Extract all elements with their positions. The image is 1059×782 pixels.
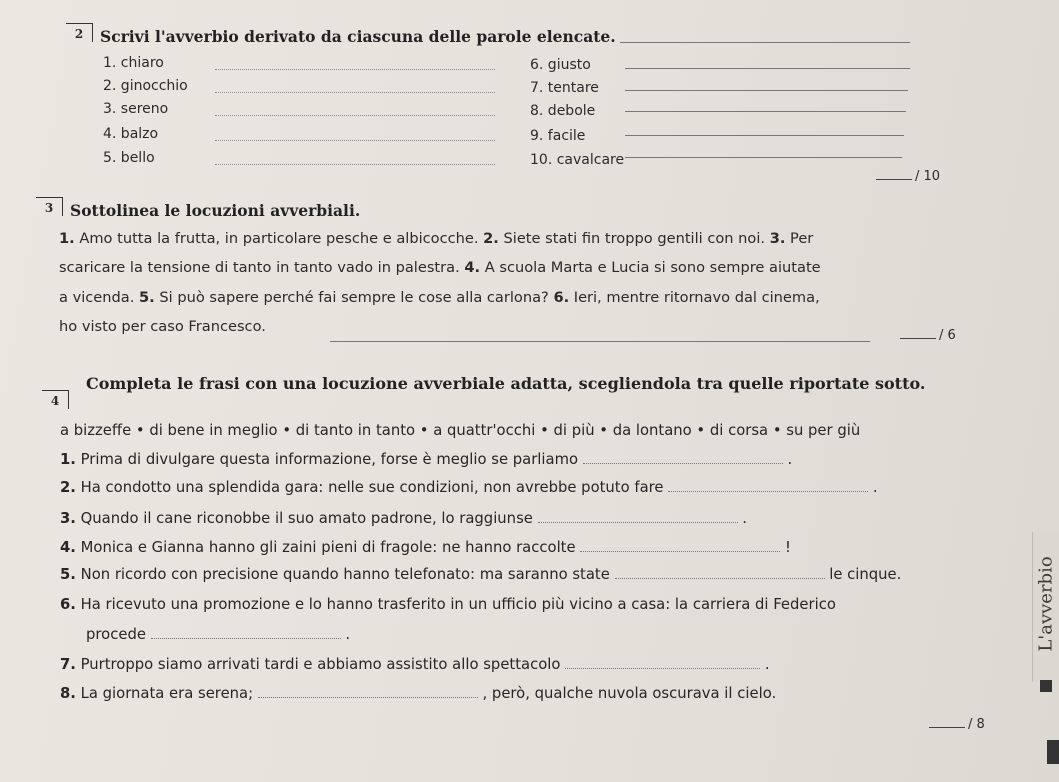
answer-blank[interactable] (583, 453, 783, 464)
side-tab-label: L'avverbio (1035, 556, 1057, 652)
sentence-number: 3. (769, 230, 786, 247)
sentence-number: 3. (60, 510, 76, 527)
sentence-text: Monica e Gianna hanno gli zaini pieni di fragole: ne hanno raccolte (75, 539, 581, 556)
word-item: 6. giusto (530, 57, 591, 73)
sentence-text: procede (86, 626, 151, 643)
sentence-number: 2. (60, 479, 76, 496)
header-rule (620, 42, 910, 43)
sentence-number: 5. (139, 289, 155, 306)
exercise-3-score (900, 328, 956, 343)
word-item: 7. tentare (530, 80, 599, 96)
exercise-4-score (929, 717, 985, 732)
sentence-text: . (868, 479, 878, 496)
score-blank[interactable] (900, 338, 936, 339)
sentence-number: 6. (60, 596, 76, 613)
sentence-text: Amo tutta la frutta, in particolare pesche e albicocche. (74, 230, 484, 247)
exercise-sentence (86, 626, 350, 643)
sentence-text: scaricare la tensione di tanto in tanto vado in palestra. (59, 259, 465, 276)
answer-blank[interactable] (538, 512, 738, 523)
sentence-text: , però, qualche nuvola oscurava il cielo. (477, 685, 777, 702)
word-item: 2. ginocchio (103, 78, 188, 94)
paragraph-line (59, 230, 813, 247)
answer-blank[interactable] (151, 628, 341, 639)
word-item: 1. chiaro (103, 55, 164, 71)
sentence-text: Non ricordo con precisione quando hanno telefonato: ma saranno state (75, 566, 615, 583)
answer-line[interactable] (625, 90, 908, 91)
exercise-sentence (60, 479, 878, 496)
exercise-4-number: 4 (42, 390, 69, 409)
word-item: 3. sereno (103, 101, 169, 117)
sentence-number: 2. (483, 230, 499, 247)
sentence-text: . (782, 451, 793, 468)
answer-line[interactable] (625, 68, 910, 69)
answer-line[interactable] (215, 164, 495, 165)
edge-mark (1047, 740, 1059, 764)
word-item: 5. bello (103, 150, 155, 166)
sentence-text: a vicenda. (59, 289, 140, 306)
exercise-sentence (60, 685, 776, 702)
exercise-2-score (876, 169, 940, 184)
score-blank[interactable] (929, 727, 965, 728)
sentence-text: La giornata era serena; (75, 685, 258, 702)
word-item: 9. facile (530, 128, 586, 144)
sentence-text: . (760, 656, 770, 673)
word-item: 8. debole (530, 103, 596, 119)
sentence-text: Siete stati fin troppo gentili con noi. (498, 230, 770, 247)
answer-line[interactable] (215, 92, 495, 93)
answer-blank[interactable] (258, 687, 478, 698)
answer-line[interactable] (215, 69, 495, 70)
sentence-text: Ha ricevuto una promozione e lo hanno trasferito in un ufficio più vicino a casa: la carriera di Federico (75, 596, 836, 613)
answer-blank[interactable] (615, 568, 825, 579)
answer-line[interactable] (625, 157, 902, 158)
paragraph-line (59, 289, 820, 306)
sentence-number: 8. (60, 685, 76, 702)
exercise-4-title: Completa le frasi con una locuzione avverbiale adatta, scegliendola tra quelle riportate sotto. (86, 374, 926, 393)
sentence-number: 1. (60, 451, 76, 468)
exercise-sentence (60, 596, 836, 613)
paragraph-line (59, 318, 266, 335)
score-total: / 6 (939, 328, 956, 343)
sentence-number: 7. (60, 656, 76, 673)
answer-line[interactable] (215, 115, 495, 116)
exercise-sentence (60, 656, 770, 673)
answer-blank[interactable] (565, 658, 760, 669)
exercise-3-rule (330, 341, 870, 342)
sentence-text: . (340, 626, 351, 643)
sentence-number: 4. (60, 539, 76, 556)
sentence-number: 6. (553, 289, 570, 306)
sentence-number: 5. (60, 566, 76, 583)
exercise-3-number: 3 (36, 197, 63, 216)
sentence-text: A scuola Marta e Lucia si sono sempre aiutate (480, 259, 821, 276)
exercise-2-number: 2 (66, 23, 93, 42)
sentence-number: 4. (464, 259, 481, 276)
sentence-text: Purtroppo siamo arrivati tardi e abbiamo assistito allo spettacolo (75, 656, 566, 673)
answer-line[interactable] (625, 135, 904, 136)
answer-blank[interactable] (668, 481, 868, 492)
exercise-3-title: Sottolinea le locuzioni avverbiali. (70, 201, 361, 220)
sentence-text: . (737, 510, 748, 527)
answer-line[interactable] (215, 140, 495, 141)
exercise-sentence (60, 539, 791, 556)
word-item: 10. cavalcare (530, 152, 625, 168)
sentence-number: 1. (59, 230, 75, 247)
score-total: / 8 (968, 717, 985, 732)
sentence-text: ho visto per caso Francesco. (59, 318, 266, 335)
score-blank[interactable] (876, 179, 912, 180)
exercise-4-options: a bizzeffe • di bene in meglio • di tanto in tanto • a quattr'occhi • di più • da lontano • di corsa • su per giù (60, 422, 861, 439)
sentence-text: Ieri, mentre ritornavo dal cinema, (569, 289, 820, 306)
exercise-2-title: Scrivi l'avverbio derivato da ciascuna delle parole elencate. (100, 27, 616, 46)
sentence-text: Si può sapere perché fai sempre le cose alla carlona? (154, 289, 554, 306)
sentence-text: Per (785, 230, 814, 247)
sentence-text: ! (780, 539, 791, 556)
score-total: / 10 (915, 169, 941, 184)
answer-blank[interactable] (580, 541, 780, 552)
exercise-sentence (60, 451, 792, 468)
word-item: 4. balzo (103, 126, 159, 142)
edge-mark (1040, 680, 1052, 692)
sentence-text: le cinque. (824, 566, 902, 583)
sentence-text: Quando il cane riconobbe il suo amato padrone, lo raggiunse (75, 510, 538, 527)
sentence-text: Prima di divulgare questa informazione, forse è meglio se parliamo (75, 451, 583, 468)
paragraph-line (59, 259, 821, 276)
exercise-sentence (60, 510, 747, 527)
sentence-text: Ha condotto una splendida gara: nelle sue condizioni, non avrebbe potuto fare (75, 479, 669, 496)
exercise-sentence (60, 566, 901, 583)
answer-line[interactable] (625, 111, 906, 112)
